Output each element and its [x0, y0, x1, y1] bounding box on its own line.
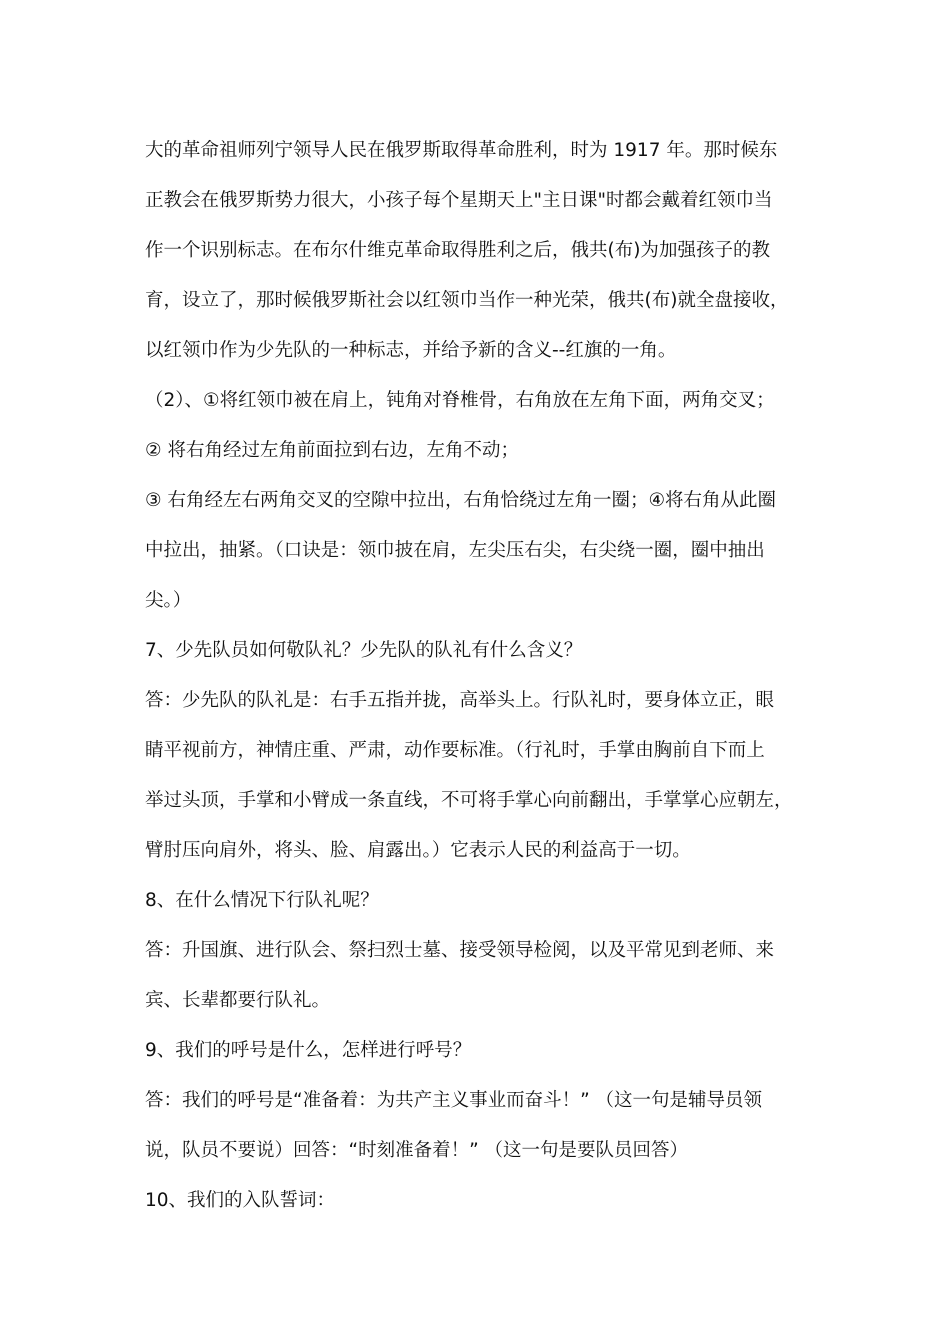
question-heading: 9、我们的呼号是什么，怎样进行呼号？	[145, 1040, 472, 1061]
answer-line: 宾、长辈都要行队礼。	[145, 990, 331, 1011]
paragraph-line: 以红领巾作为少先队的一种标志，并给予新的含义--红旗的一角。	[145, 340, 677, 361]
document-body	[145, 126, 815, 1226]
answer-line: 臂肘压向肩外，将头、脸、肩露出。）它表示人民的利益高于一切。	[145, 840, 691, 861]
paragraph-line: 中拉出，抽紧。（口诀是：领巾披在肩，左尖压右尖，右尖绕一圈，圈中抽出	[145, 540, 765, 561]
answer-line: 睛平视前方，神情庄重、严肃，动作要标准。（行礼时，手掌由胸前自下而上	[145, 740, 765, 761]
paragraph-line: 作一个识别标志。在布尔什维克革命取得胜利之后，俄共(布)为加强孩子的教	[145, 240, 770, 261]
paragraph-line: ② 将右角经过左角前面拉到右边，左角不动；	[145, 440, 519, 461]
answer-line: 答：少先队的队礼是：右手五指并拢，高举头上。行队礼时，要身体立正，眼	[145, 690, 775, 711]
answer-line: 答：我们的呼号是“准备着：为共产主义事业而奋斗！” （这一句是辅导员领	[145, 1090, 763, 1111]
answer-line: 举过头顶，手掌和小臂成一条直线，不可将手掌心向前翻出，手掌掌心应朝左，	[145, 790, 793, 811]
question-heading: 10、我们的入队誓词：	[145, 1190, 336, 1211]
answer-line: 说，队员不要说）回答：“时刻准备着！” （这一句是要队员回答）	[145, 1140, 689, 1161]
paragraph-line: 大的革命祖师列宁领导人民在俄罗斯取得革命胜利，时为 1917 年。那时候东	[145, 140, 778, 161]
answer-line: 答：升国旗、进行队会、祭扫烈士墓、接受领导检阅，以及平常见到老师、来	[145, 940, 775, 961]
question-heading: 8、在什么情况下行队礼呢？	[145, 890, 379, 911]
paragraph-line: 尖。）	[145, 590, 192, 611]
paragraph-line: ③ 右角经左右两角交叉的空隙中拉出，右角恰绕过左角一圈；④将右角从此圈	[145, 490, 777, 511]
paragraph-line: （2）、①将红领巾被在肩上，钝角对脊椎骨，右角放在左角下面，两角交叉；	[145, 390, 775, 411]
question-heading: 7、少先队员如何敬队礼？少先队的队礼有什么含义？	[145, 640, 583, 661]
paragraph-line: 育，设立了，那时候俄罗斯社会以红领巾当作一种光荣，俄共(布)就全盘接收，	[145, 290, 789, 311]
paragraph-line: 正教会在俄罗斯势力很大，小孩子每个星期天上"主日课"时都会戴着红领巾当	[145, 190, 773, 211]
